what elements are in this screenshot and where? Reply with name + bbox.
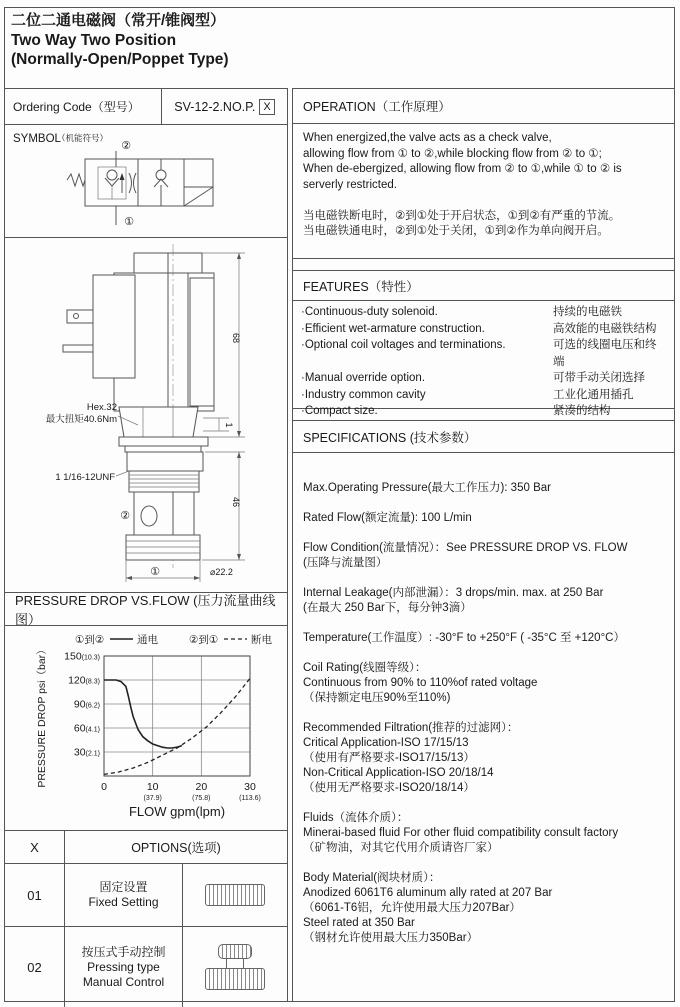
coil-connector	[93, 275, 135, 378]
operation-line: 当电磁铁断电时，②到①处于开启状态，①到②有严重的节流。	[303, 209, 621, 222]
features-list	[293, 301, 674, 417]
y-tick-label: 30(2.1)	[73, 746, 100, 759]
specification-line: Max.Operating Pressure(最大工作压力): 350 Bar	[303, 482, 551, 494]
x-tick-label: 20	[195, 781, 208, 793]
valve-cross-section-drawing	[5, 238, 287, 591]
specification-line: Steel rated at 350 Bar	[303, 917, 415, 929]
specification-line: Recommended Filtration(推荐的过滤网）：	[303, 722, 519, 734]
specification-line: Fluids（流体介质）：	[303, 812, 409, 824]
feature-text-zh: 工业化通用插孔	[553, 388, 634, 401]
feature-item	[301, 321, 666, 338]
x-tick-sublabel: (75.8)	[192, 795, 211, 802]
ordering-code-value	[162, 89, 287, 124]
specification-line	[303, 706, 674, 721]
option-desc-en-2: Manual Control	[82, 974, 165, 989]
valve-body	[134, 492, 194, 535]
specification-line: Coil Rating(线圈等级）：	[303, 662, 427, 674]
spring-symbol	[67, 174, 85, 186]
symbol-port-2: ②	[121, 140, 131, 152]
specification-line: （使用无严格要求-ISO20/18/14）	[303, 782, 475, 794]
feature-item	[301, 387, 666, 404]
mounting-thread	[129, 471, 199, 492]
feature-text-en: ·Efficient wet-armature construction.	[301, 322, 485, 335]
specification-line: （钢材允许使用最大压力350Bar）	[303, 932, 479, 944]
symbol-port-1: ①	[124, 216, 134, 228]
title-block	[11, 12, 229, 70]
knurled-nut-icon	[205, 884, 265, 906]
option-desc-zh: 按压式手动控制	[81, 944, 166, 959]
x-tick-sublabel: (113.6)	[239, 795, 261, 802]
option-icon-cell	[183, 927, 287, 1007]
operation-text	[293, 124, 674, 259]
specification-line: （使用有严格要求-ISO17/15/13）	[303, 752, 475, 764]
specification-line: （保持额定电压90%至110%)	[303, 692, 451, 704]
feature-item	[301, 337, 666, 370]
x-tick-sublabel: (37.9)	[143, 795, 162, 802]
specification-line: Minerai-based fluid For other fluid compatibility consult factory	[303, 827, 619, 839]
option-icon-cell	[183, 864, 287, 926]
page-title-en-1: Two Way Two Position	[11, 31, 177, 49]
specification-line	[303, 571, 674, 586]
option-desc-en: Fixed Setting	[88, 895, 159, 909]
feature-text-zh: 可带手动关闭选择	[553, 372, 645, 384]
drawing-section	[5, 238, 287, 593]
pressure-drop-flow-chart	[5, 626, 287, 830]
operation-header: OPERATION（工作原理）	[293, 89, 674, 124]
specification-line	[303, 496, 674, 511]
feature-text-zh: 可选的线圈电压和终端	[553, 339, 657, 368]
operation-line: When de-ebergized, allowing flow from ② to ①,while ① to ② is	[303, 163, 622, 175]
specification-line	[303, 856, 674, 871]
feature-item	[301, 403, 666, 420]
left-column	[4, 88, 288, 1002]
dim-coil-height: 68	[231, 332, 241, 344]
options-col-x: X	[5, 831, 65, 863]
feature-item	[301, 304, 666, 321]
specification-line: Temperature(工作温度）: -30°F to +250°F ( -35°C 至 +120°C）	[303, 632, 625, 644]
knob-stem-icon	[226, 959, 244, 968]
feature-text-en: ·Optional coil voltages and terminations.	[301, 339, 506, 351]
legend-route: ②到①	[189, 634, 219, 646]
x-tick-label: 0	[101, 781, 107, 793]
legend-label: 通电	[137, 634, 158, 646]
specification-line	[303, 646, 674, 661]
feature-text-zh: 持续的电磁铁	[553, 306, 622, 318]
specifications-header: SPECIFICATIONS (技术参数）	[293, 421, 674, 453]
specification-line: Body Material(阀块材质）：	[303, 872, 441, 884]
option-description	[65, 927, 183, 1007]
feature-text-en: ·Continuous-duty solenoid.	[301, 306, 438, 318]
knurled-nut-icon	[205, 968, 265, 990]
manual-knob-icon	[218, 944, 252, 959]
specification-line: Rated Flow(额定流量): 100 L/min	[303, 512, 472, 524]
specification-line: Anodized 6061T6 aluminum ally rated at 207 Bar	[303, 887, 553, 899]
x-axis-title: FLOW gpm(lpm)	[128, 804, 226, 819]
option-row-02	[5, 927, 287, 1007]
y-tick-label: 150(10.3)	[64, 650, 100, 663]
specification-line	[303, 796, 674, 811]
option-description	[65, 864, 183, 926]
connector-pin	[63, 345, 93, 352]
symbol-label-zh: （机能符号）	[57, 133, 109, 143]
chart-section	[5, 626, 287, 831]
ordering-code-label: Ordering Code（型号）	[5, 89, 162, 124]
features-header: FEATURES（特性）	[293, 271, 674, 301]
feature-text-zh: 紧凑的结构	[553, 405, 611, 417]
y-axis-title: PRESSURE DROP psi（bar）	[36, 644, 48, 788]
x-tick-label: 30	[244, 781, 256, 793]
operation-line: allowing flow from ① to ②,while blocking flow from ② to ①;	[303, 147, 602, 160]
thread-spec-label: 1 1/16-12UNF	[55, 472, 115, 483]
specification-line	[303, 616, 674, 631]
ordering-code-text: SV-12-2.NO.P.	[174, 99, 256, 114]
option-desc-zh: 固定设置	[99, 880, 148, 894]
specification-line: Flow Condition(流量情况）：See PRESSURE DROP VS. FLOW	[303, 542, 628, 554]
option-code: 02	[5, 927, 65, 1007]
option-code: 01	[5, 864, 65, 926]
dim-body-height: 46	[231, 496, 241, 508]
series-solid	[104, 680, 182, 748]
dim-diameter: ⌀22.2	[210, 567, 233, 577]
drawing-port-2: ②	[120, 510, 130, 522]
specification-line: (在最大 250 Bar下，每分钟3滴）	[303, 602, 472, 614]
y-tick-label: 60(4.1)	[73, 722, 100, 735]
specifications-text	[293, 453, 674, 1007]
specification-line: Continuous from 90% to 110%of rated voltage	[303, 677, 538, 689]
operation-line: When energized,the valve acts as a check valve,	[303, 132, 552, 144]
specification-line: Non-Critical Application-ISO 20/18/14	[303, 767, 494, 779]
feature-text-zh: 高效能的电磁铁结构	[553, 322, 657, 335]
option-row-01	[5, 864, 287, 927]
series-dashed	[104, 678, 250, 774]
ordering-code-placeholder: X	[259, 99, 274, 115]
torque-label: 最大扭矩40.6Nm	[45, 414, 117, 425]
symbol-label: SYMBOL	[13, 133, 61, 145]
feature-text-en: ·Compact size.	[301, 405, 378, 417]
specification-line: (压降与流量图）	[303, 557, 388, 569]
hex-size-label: Hex.32	[86, 402, 117, 413]
symbol-section	[5, 125, 287, 238]
specification-line: Critical Application-ISO 17/15/13	[303, 737, 469, 749]
specification-line: （矿物油，对其它代用介质请咨厂家）	[303, 842, 499, 854]
specification-line: （6061-T6铝，允许使用最大压力207Bar）	[303, 902, 521, 914]
legend-route: ①到②	[75, 634, 105, 646]
page-title-en-2: (Normally-Open/Poppet Type)	[11, 51, 229, 69]
options-col-title: OPTIONS(选项)	[131, 841, 221, 855]
option-desc-en: Pressing type	[87, 959, 160, 974]
right-column	[292, 88, 675, 1002]
specification-line: Internal Leakage(内部泄漏）：3 drops/min. max. at 250 Bar	[303, 587, 604, 599]
drawing-port-1: ①	[150, 566, 160, 578]
dim-override-gap: 1	[224, 422, 234, 428]
legend-label: 断电	[251, 634, 272, 646]
hydraulic-symbol-diagram	[5, 125, 287, 236]
operation-line	[303, 193, 674, 209]
operation-line: serverly restricted.	[303, 178, 397, 191]
chart-section-title: PRESSURE DROP VS.FLOW (压力流量曲线图）	[5, 593, 287, 626]
y-tick-label: 90(6.2)	[73, 698, 100, 711]
page-title-zh: 二位二通电磁阀（常开/锥阀型）	[11, 12, 226, 29]
options-header-row	[5, 831, 287, 864]
feature-text-en: ·Manual override option.	[301, 372, 426, 384]
y-tick-label: 120(8.3)	[68, 674, 100, 687]
divider-band	[293, 259, 674, 271]
operation-line: 当电磁铁通电时，②到①处于关闭，①到②作为单向阀开启。	[303, 225, 609, 237]
feature-item	[301, 370, 666, 387]
plot-border	[104, 656, 250, 776]
specification-line	[303, 526, 674, 541]
x-tick-label: 10	[146, 781, 159, 793]
feature-text-en: ·Industry common cavity	[301, 388, 426, 401]
ordering-code-row	[5, 89, 287, 125]
options-table	[5, 831, 287, 1007]
